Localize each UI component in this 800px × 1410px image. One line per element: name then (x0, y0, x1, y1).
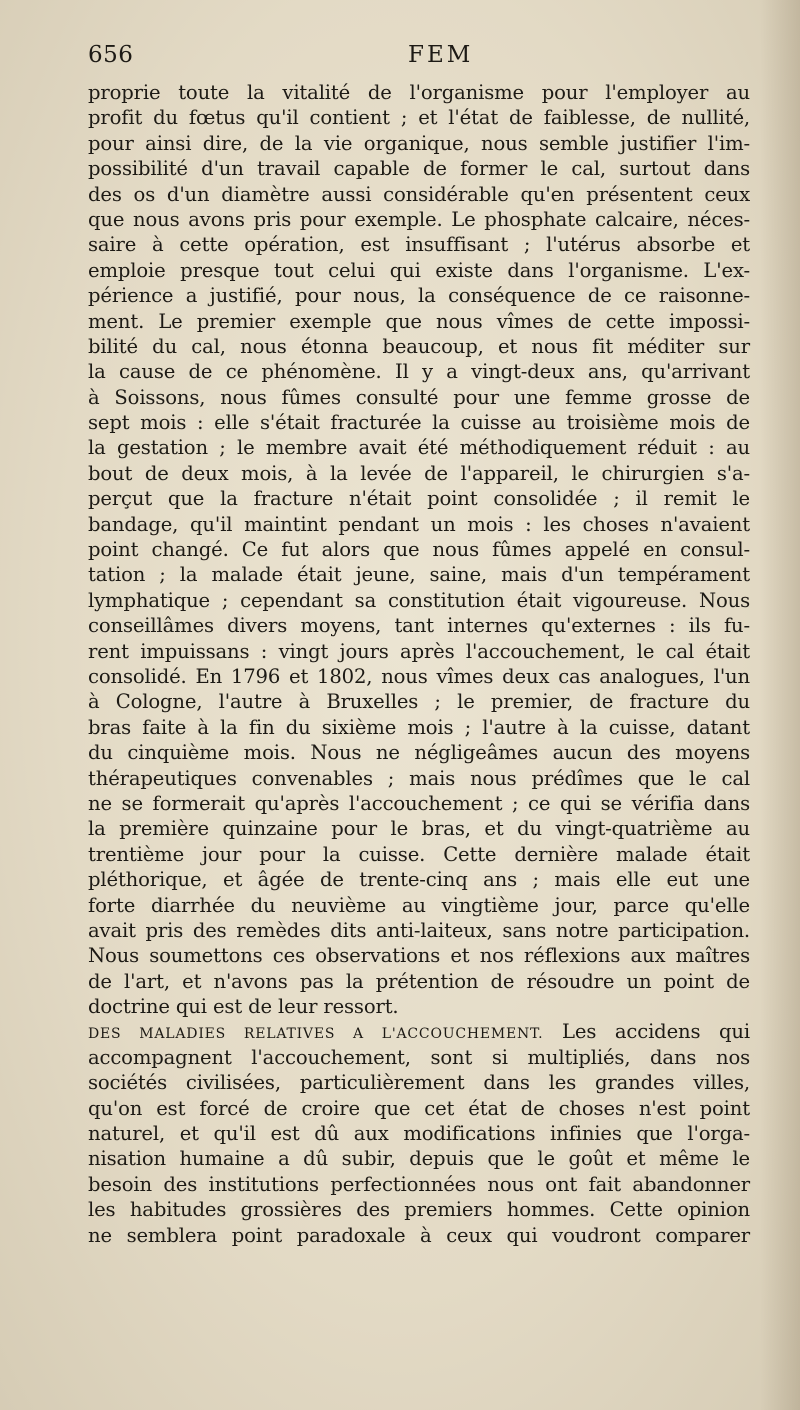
text-line: forte diarrhée du neuvième au vingtième jour, parce qu'elle (88, 893, 750, 917)
text-line: tation ; la malade était jeune, saine, mais d'un tempérament (88, 563, 750, 587)
text-line: sept mois : elle s'était fracturée la cuisse au troisième mois de (88, 411, 750, 435)
section-heading: DES MALADIES RELATIVES A L'ACCOUCHEMENT. (88, 1026, 544, 1043)
text-line: accompagnent l'accouchement, sont si multipliés, dans nos (88, 1045, 750, 1069)
text-line: la cause de ce phénomène. Il y a vingt-deux ans, qu'arrivant (88, 360, 750, 384)
text-line: trentième jour pour la cuisse. Cette dernière malade était (88, 842, 750, 866)
text-line: pour ainsi dire, de la vie organique, nous semble justifier l'im- (88, 131, 750, 155)
text-line: besoin des institutions perfectionnées nous ont fait abandonner (88, 1172, 750, 1196)
text-line: périence a justifié, pour nous, la conséquence de ce raisonne- (88, 284, 750, 308)
page-edge-shadow (760, 0, 800, 1410)
text-line: bras faite à la fin du sixième mois ; l'autre à la cuisse, datant (88, 715, 750, 739)
text-line: la gestation ; le membre avait été méthodiquement réduit : au (88, 436, 750, 460)
text-line: doctrine qui est de leur ressort. (88, 995, 399, 1019)
text-line: la première quinzaine pour le bras, et du vingt-quatrième au (88, 817, 750, 841)
text-line: point changé. Ce fut alors que nous fûmes appelé en consul- (88, 538, 750, 562)
main-paragraph (88, 80, 750, 1019)
running-head: FEM (408, 42, 474, 68)
text-line: saire à cette opération, est insuffisant ; l'utérus absorbe et (88, 233, 750, 257)
body-text (88, 80, 750, 1248)
text-line: emploie presque tout celui qui existe dans l'organisme. L'ex- (88, 258, 750, 282)
text-line: consolidé. En 1796 et 1802, nous vîmes deux cas analogues, l'un (88, 664, 750, 688)
text-line: à Cologne, l'autre à Bruxelles ; le premier, de fracture du (88, 690, 750, 714)
text-line: les habitudes grossières des premiers hommes. Cette opinion (88, 1198, 750, 1222)
text-line: bilité du cal, nous étonna beaucoup, et nous fit méditer sur (88, 334, 750, 358)
text-line: bout de deux mois, à la levée de l'appareil, le chirurgien s'a- (88, 461, 750, 485)
text-line: à Soissons, nous fûmes consulté pour une femme grosse de (88, 385, 750, 409)
text-line: naturel, et qu'il est dû aux modifications infinies que l'orga- (88, 1122, 750, 1146)
text-line: que nous avons pris pour exemple. Le phosphate calcaire, néces- (88, 207, 750, 231)
text-line: des os d'un diamètre aussi considérable qu'en présentent ceux (88, 182, 750, 206)
page-header (88, 42, 750, 76)
section-heading-line (88, 1019, 750, 1044)
text-line: sociétés civilisées, particulièrement dans les grandes villes, (88, 1071, 750, 1095)
text-line: conseillâmes divers moyens, tant internes qu'externes : ils fu- (88, 614, 750, 638)
page-number: 656 (88, 42, 134, 68)
section-paragraph (88, 1045, 750, 1248)
text-line: ne se formerait qu'après l'accouchement ; ce qui se vérifia dans (88, 791, 750, 815)
text-line: de l'art, et n'avons pas la prétention de résoudre un point de (88, 969, 750, 993)
text-line: lymphatique ; cependant sa constitution était vigoureuse. Nous (88, 588, 750, 612)
text-line: rent impuissans : vingt jours après l'accouchement, le cal était (88, 639, 750, 663)
text-line: nisation humaine a dû subir, depuis que le goût et même le (88, 1147, 750, 1171)
text-line: possibilité d'un travail capable de former le cal, surtout dans (88, 157, 750, 181)
text-line: Nous soumettons ces observations et nos réflexions aux maîtres (88, 944, 750, 968)
text-line: thérapeutiques convenables ; mais nous prédîmes que le cal (88, 766, 750, 790)
text-line: pléthorique, et âgée de trente-cinq ans ; mais elle eut une (88, 868, 750, 892)
text-line: perçut que la fracture n'était point consolidée ; il remit le (88, 487, 750, 511)
text-line: bandage, qu'il maintint pendant un mois : les choses n'avaient (88, 512, 750, 536)
section-heading-continuation: Les accidens qui (562, 1020, 751, 1044)
text-line: ne semblera point paradoxale à ceux qui voudront comparer (88, 1223, 750, 1247)
text-line: qu'on est forcé de croire que cet état de choses n'est point (88, 1096, 750, 1120)
text-line: avait pris des remèdes dits anti-laiteux, sans notre participation. (88, 918, 750, 942)
text-line: du cinquième mois. Nous ne négligeâmes aucun des moyens (88, 741, 750, 765)
text-line: ment. Le premier exemple que nous vîmes de cette impossi- (88, 309, 750, 333)
text-line: proprie toute la vitalité de l'organisme pour l'employer au (88, 81, 750, 104)
text-line: profit du fœtus qu'il contient ; et l'état de faiblesse, de nullité, (88, 106, 750, 130)
